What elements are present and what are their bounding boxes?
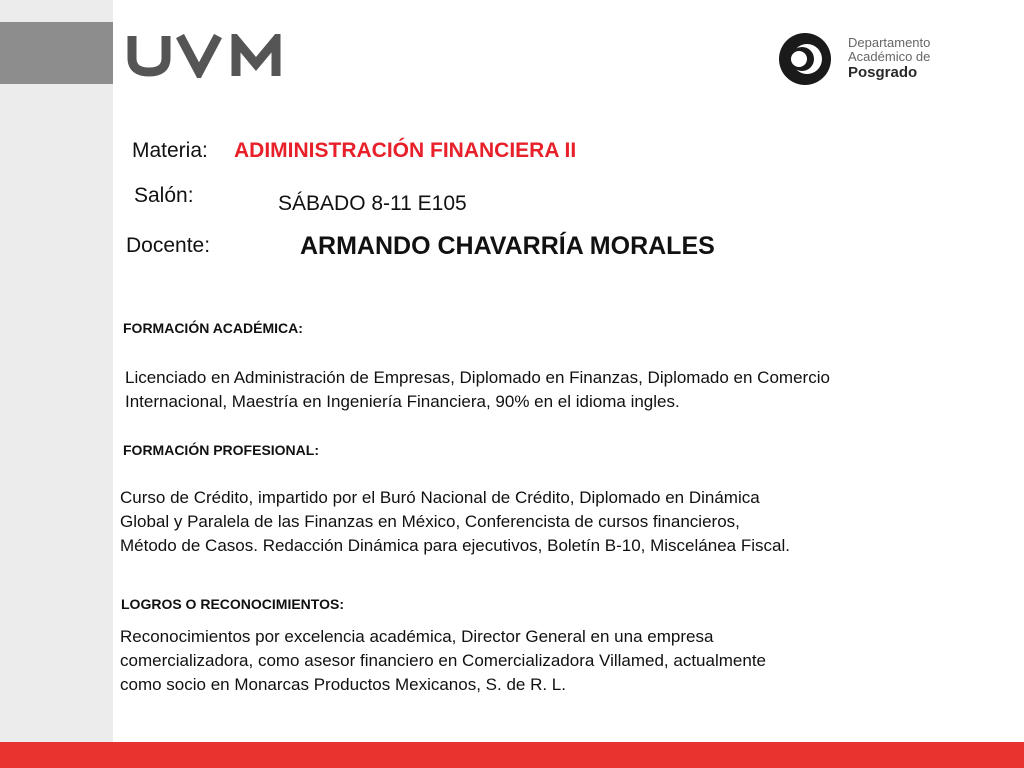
department-line-3: Posgrado [848, 64, 918, 81]
text-line: comercializadora, como asesor financiero en Comercializadora Villamed, actualmente [120, 651, 766, 670]
text-line: Curso de Crédito, impartido por el Buró Nacional de Crédito, Diplomado en Dinámica [120, 488, 760, 507]
formacion-profesional-text [120, 486, 790, 558]
formacion-academica-heading: FORMACIÓN ACADÉMICA: [123, 320, 303, 336]
formacion-academica-text [125, 366, 830, 414]
docente-label: Docente: [126, 234, 211, 257]
text-line: Método de Casos. Redacción Dinámica para ejecutivos, Boletín B-10, Miscelánea Fiscal. [120, 536, 790, 555]
materia-label: Materia: [132, 139, 208, 162]
docente-value: ARMANDO CHAVARRÍA MORALES [300, 232, 715, 260]
logros-text [120, 625, 766, 697]
footer-bar [0, 742, 1024, 768]
salon-label: Salón: [134, 184, 194, 207]
text-line: Reconocimientos por excelencia académica, Director General en una empresa [120, 627, 714, 646]
salon-value: SÁBADO 8-11 E105 [278, 192, 467, 215]
department-line-2: Académico de [848, 49, 931, 64]
text-line: Global y Paralela de las Finanzas en México, Conferencista de cursos financieros, [120, 512, 740, 531]
materia-value: ADIMINISTRACIÓN FINANCIERA II [234, 139, 577, 162]
text-line: Licenciado en Administración de Empresas, Diplomado en Finanzas, Diplomado en Comercio [125, 368, 830, 387]
uvm-logo [126, 34, 292, 78]
department-logo [776, 30, 996, 90]
department-mark-icon [776, 30, 834, 88]
department-name [848, 36, 930, 81]
logros-heading: LOGROS O RECONOCIMIENTOS: [121, 596, 344, 612]
department-line-1: Departamento [848, 35, 931, 50]
side-accent-band [0, 22, 113, 84]
formacion-profesional-heading: FORMACIÓN PROFESIONAL: [123, 442, 319, 458]
text-line: Internacional, Maestría en Ingeniería Financiera, 90% en el idioma ingles. [125, 392, 680, 411]
text-line: como socio en Monarcas Productos Mexicanos, S. de R. L. [120, 675, 566, 694]
side-panel [0, 0, 113, 742]
